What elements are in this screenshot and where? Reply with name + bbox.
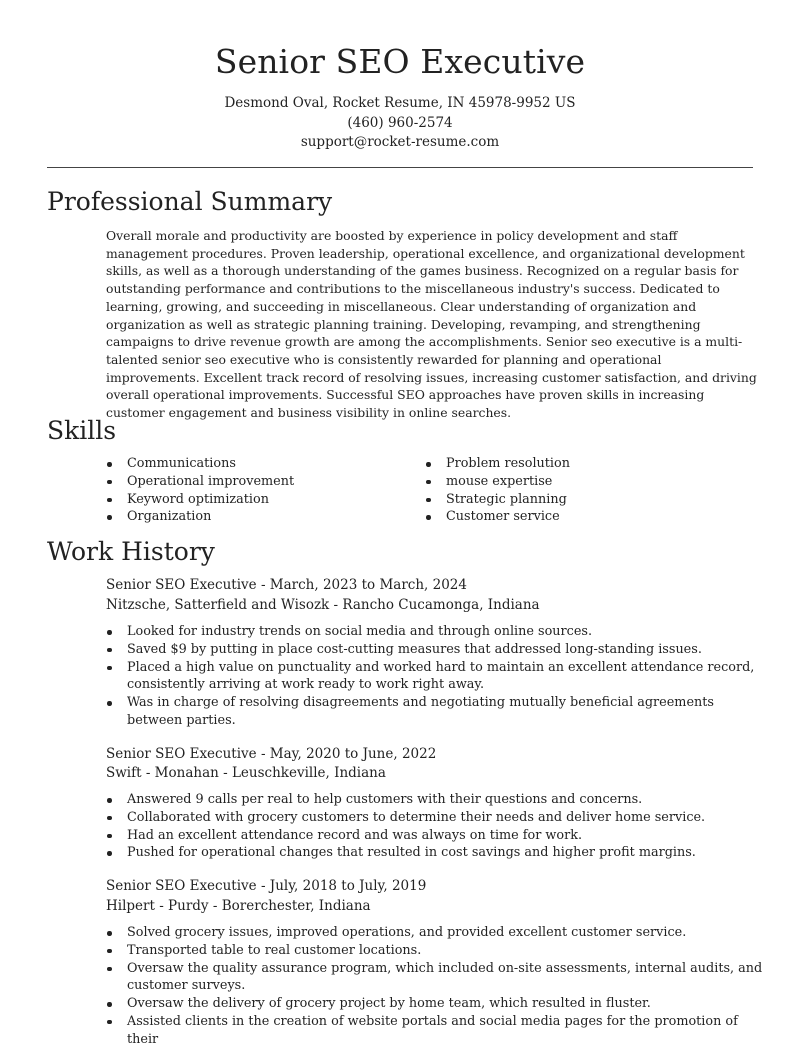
job-bullet: Transported table to real customer locations. xyxy=(106,942,766,960)
contact-phone: (460) 960-2574 xyxy=(347,115,453,131)
section-title-work-history: Work History xyxy=(47,537,215,566)
job-company: Nitzsche, Satterfield and Wisozk - Rancho Cucamonga, Indiana xyxy=(106,597,540,613)
job-bullet: Placed a high value on punctuality and worked hard to maintain an excellent attendance record, consistently arriving at work ready to work right away. xyxy=(106,659,766,695)
job-bullet: Assisted clients in the creation of website portals and social media pages for the promotion of their xyxy=(106,1013,766,1049)
skill-item: Strategic planning xyxy=(425,491,570,509)
job-bullet: Pushed for operational changes that resulted in cost savings and higher profit margins. xyxy=(106,844,766,862)
contact-address: Desmond Oval, Rocket Resume, IN 45978-9952 US xyxy=(224,95,576,111)
resume-name: Senior SEO Executive xyxy=(214,42,586,81)
skill-item: Keyword optimization xyxy=(106,491,294,509)
job-bullet: Oversaw the delivery of grocery project by home team, which resulted in fluster. xyxy=(106,995,766,1013)
job-bullets xyxy=(106,924,766,1049)
skill-item: Communications xyxy=(106,455,294,473)
job-bullets xyxy=(106,623,766,730)
contact-email: support@rocket-resume.com xyxy=(300,134,500,150)
job-bullet: Oversaw the quality assurance program, which included on-site assessments, internal audits, and customer surveys. xyxy=(106,960,766,996)
job-bullet: Answered 9 calls per real to help customers with their questions and concerns. xyxy=(106,791,766,809)
job-bullet: Was in charge of resolving disagreements and negotiating mutually beneficial agreements between parties. xyxy=(106,694,766,730)
job-bullet: Looked for industry trends on social media and through online sources. xyxy=(106,623,766,641)
skill-item: mouse expertise xyxy=(425,473,570,491)
skill-item: Operational improvement xyxy=(106,473,294,491)
skills-list-right xyxy=(425,455,570,526)
job-title: Senior SEO Executive - May, 2020 to June, 2022 xyxy=(106,746,437,762)
job-bullet: Solved grocery issues, improved operations, and provided excellent customer service. xyxy=(106,924,766,942)
header-divider xyxy=(47,167,753,168)
job-bullet: Had an excellent attendance record and was always on time for work. xyxy=(106,827,766,845)
job-company: Hilpert - Purdy - Borerchester, Indiana xyxy=(106,898,371,914)
section-title-summary: Professional Summary xyxy=(47,187,333,216)
skill-item: Organization xyxy=(106,508,294,526)
summary-text: Overall morale and productivity are boosted by experience in policy development and staff management procedures. Proven leadership, operational excellence, and organizational development skills, as well as a thorough understanding of the games business. Recognized on a regular basis for outstanding performance and contributions to the miscellaneous industry's success. Dedicated to learning, growing, and succeeding in miscellaneous. Clear understanding of organization and organization as well as strategic planning training. Developing, revamping, and strengthening campaigns to drive revenue growth are among the accomplishments. Senior seo executive is a multi-talented senior seo executive who is consistently rewarded for planning and operational improvements. Excellent track record of resolving issues, increasing customer satisfaction, and driving overall operational improvements. Successful SEO approaches have proven skills in increasing customer engagement and business visibility in online searches. xyxy=(106,228,757,421)
job-bullet: Collaborated with grocery customers to determine their needs and deliver home service. xyxy=(106,809,766,827)
job-bullet: Saved $9 by putting in place cost-cutting measures that addressed long-standing issues. xyxy=(106,641,766,659)
job-bullets xyxy=(106,791,766,862)
skill-item: Customer service xyxy=(425,508,570,526)
job-title: Senior SEO Executive - July, 2018 to July, 2019 xyxy=(106,878,427,894)
skill-item: Problem resolution xyxy=(425,455,570,473)
job-company: Swift - Monahan - Leuschkeville, Indiana xyxy=(106,765,386,781)
section-title-skills: Skills xyxy=(47,416,117,445)
skills-list-left xyxy=(106,455,294,526)
job-title: Senior SEO Executive - March, 2023 to March, 2024 xyxy=(106,577,467,593)
